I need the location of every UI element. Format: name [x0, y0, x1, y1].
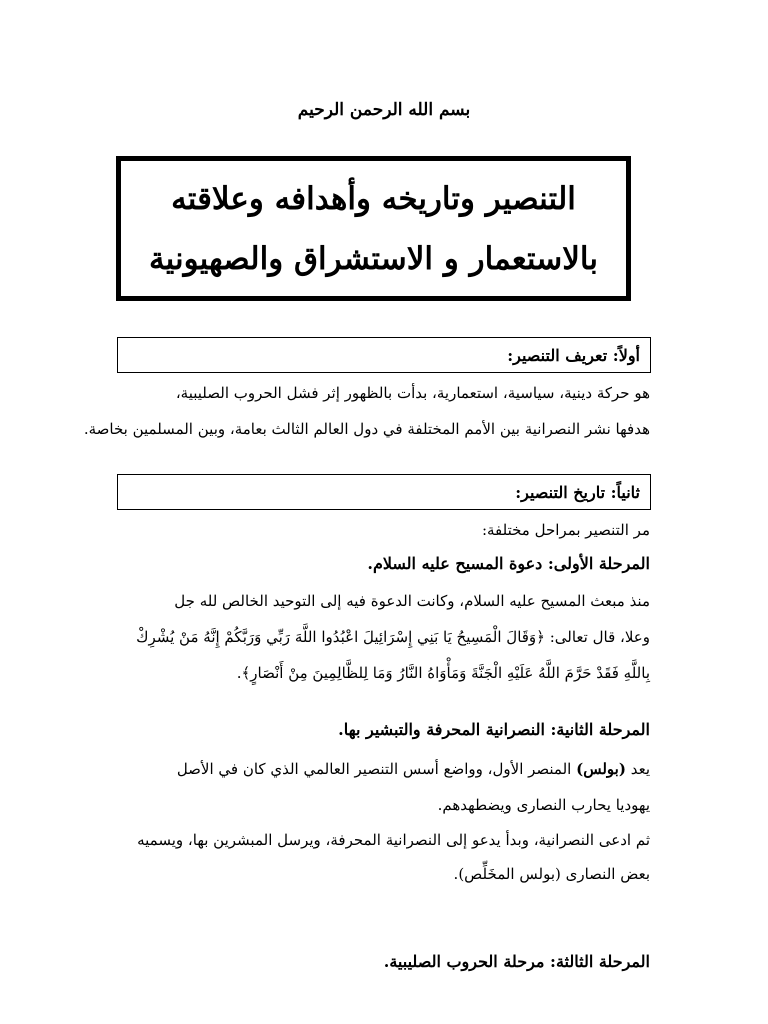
stage2-line-1: [110, 758, 650, 780]
stage2-heading: المرحلة الثانية: النصرانية المحرفة والتبشير بها.: [338, 720, 650, 739]
stage1-heading: المرحلة الأولى: دعوة المسيح عليه السلام.: [367, 554, 650, 573]
stage1-line-1: منذ مبعث المسيح عليه السلام، وكانت الدعوة فيه إلى التوحيد الخالص لله جل: [174, 592, 650, 610]
section-heading-definition: [117, 337, 651, 373]
definition-line-1: هو حركة دينية، سياسية، استعمارية، بدأت بالظهور إثر فشل الحروب الصليبية،: [175, 384, 650, 402]
section-heading-history: [117, 474, 651, 510]
stage2-line-4: بعض النصارى (بولس المخَلِّص).: [453, 865, 650, 883]
basmala: بسم الله الرحمن الرحيم: [297, 100, 471, 120]
stage2-line-1-bold: (بولس): [576, 760, 626, 778]
definition-line-2: هدفها نشر النصرانية بين الأمم المختلفة في دول العالم الثالث بعامة، وبين المسلمين بخاصة.: [83, 420, 650, 438]
history-intro: مر التنصير بمراحل مختلفة:: [481, 521, 650, 539]
stage2-line-1-post: المنصر الأول، وواضع أسس التنصير العالمي الذي كان في الأصل: [176, 760, 577, 778]
title-box: [116, 156, 631, 301]
stage2-line-2: يهوديا يحارب النصارى ويضطهدهم.: [437, 796, 650, 814]
stage2-line-1-pre: يعد: [625, 760, 650, 778]
stage2-line-3: ثم ادعى النصرانية، وبدأ يدعو إلى النصرانية المحرفة، ويرسل المبشرين بها، ويسميه: [137, 831, 650, 849]
stage3-heading: المرحلة الثالثة: مرحلة الحروب الصليبية.: [383, 952, 650, 971]
stage1-line-3: بِاللَّهِ فَقَدْ حَرَّمَ اللَّهُ عَلَيْهِ الْجَنَّةَ وَمَأْوَاهُ النَّارُ وَمَا لِلظَّالِمِينَ مِنْ أَنْصَارٍ﴾.: [236, 664, 650, 682]
stage1-line-2: وعلا، قال تعالى: ﴿وَقَالَ الْمَسِيحُ يَا بَنِي إِسْرَائِيلَ اعْبُدُوا اللَّهَ رَبِّي وَرَبَّكُمْ إِنَّهُ مَنْ يُشْرِكْ: [136, 628, 650, 646]
section-heading-text: ثانياً: تاريخ التنصير:: [515, 482, 640, 502]
title-line-2: بالاستعمار و الاستشراق والصهيونية: [149, 240, 598, 277]
section-heading-text: أولاً: تعريف التنصير:: [507, 345, 640, 365]
title-line-1: التنصير وتاريخه وأهدافه وعلاقته: [171, 180, 576, 217]
